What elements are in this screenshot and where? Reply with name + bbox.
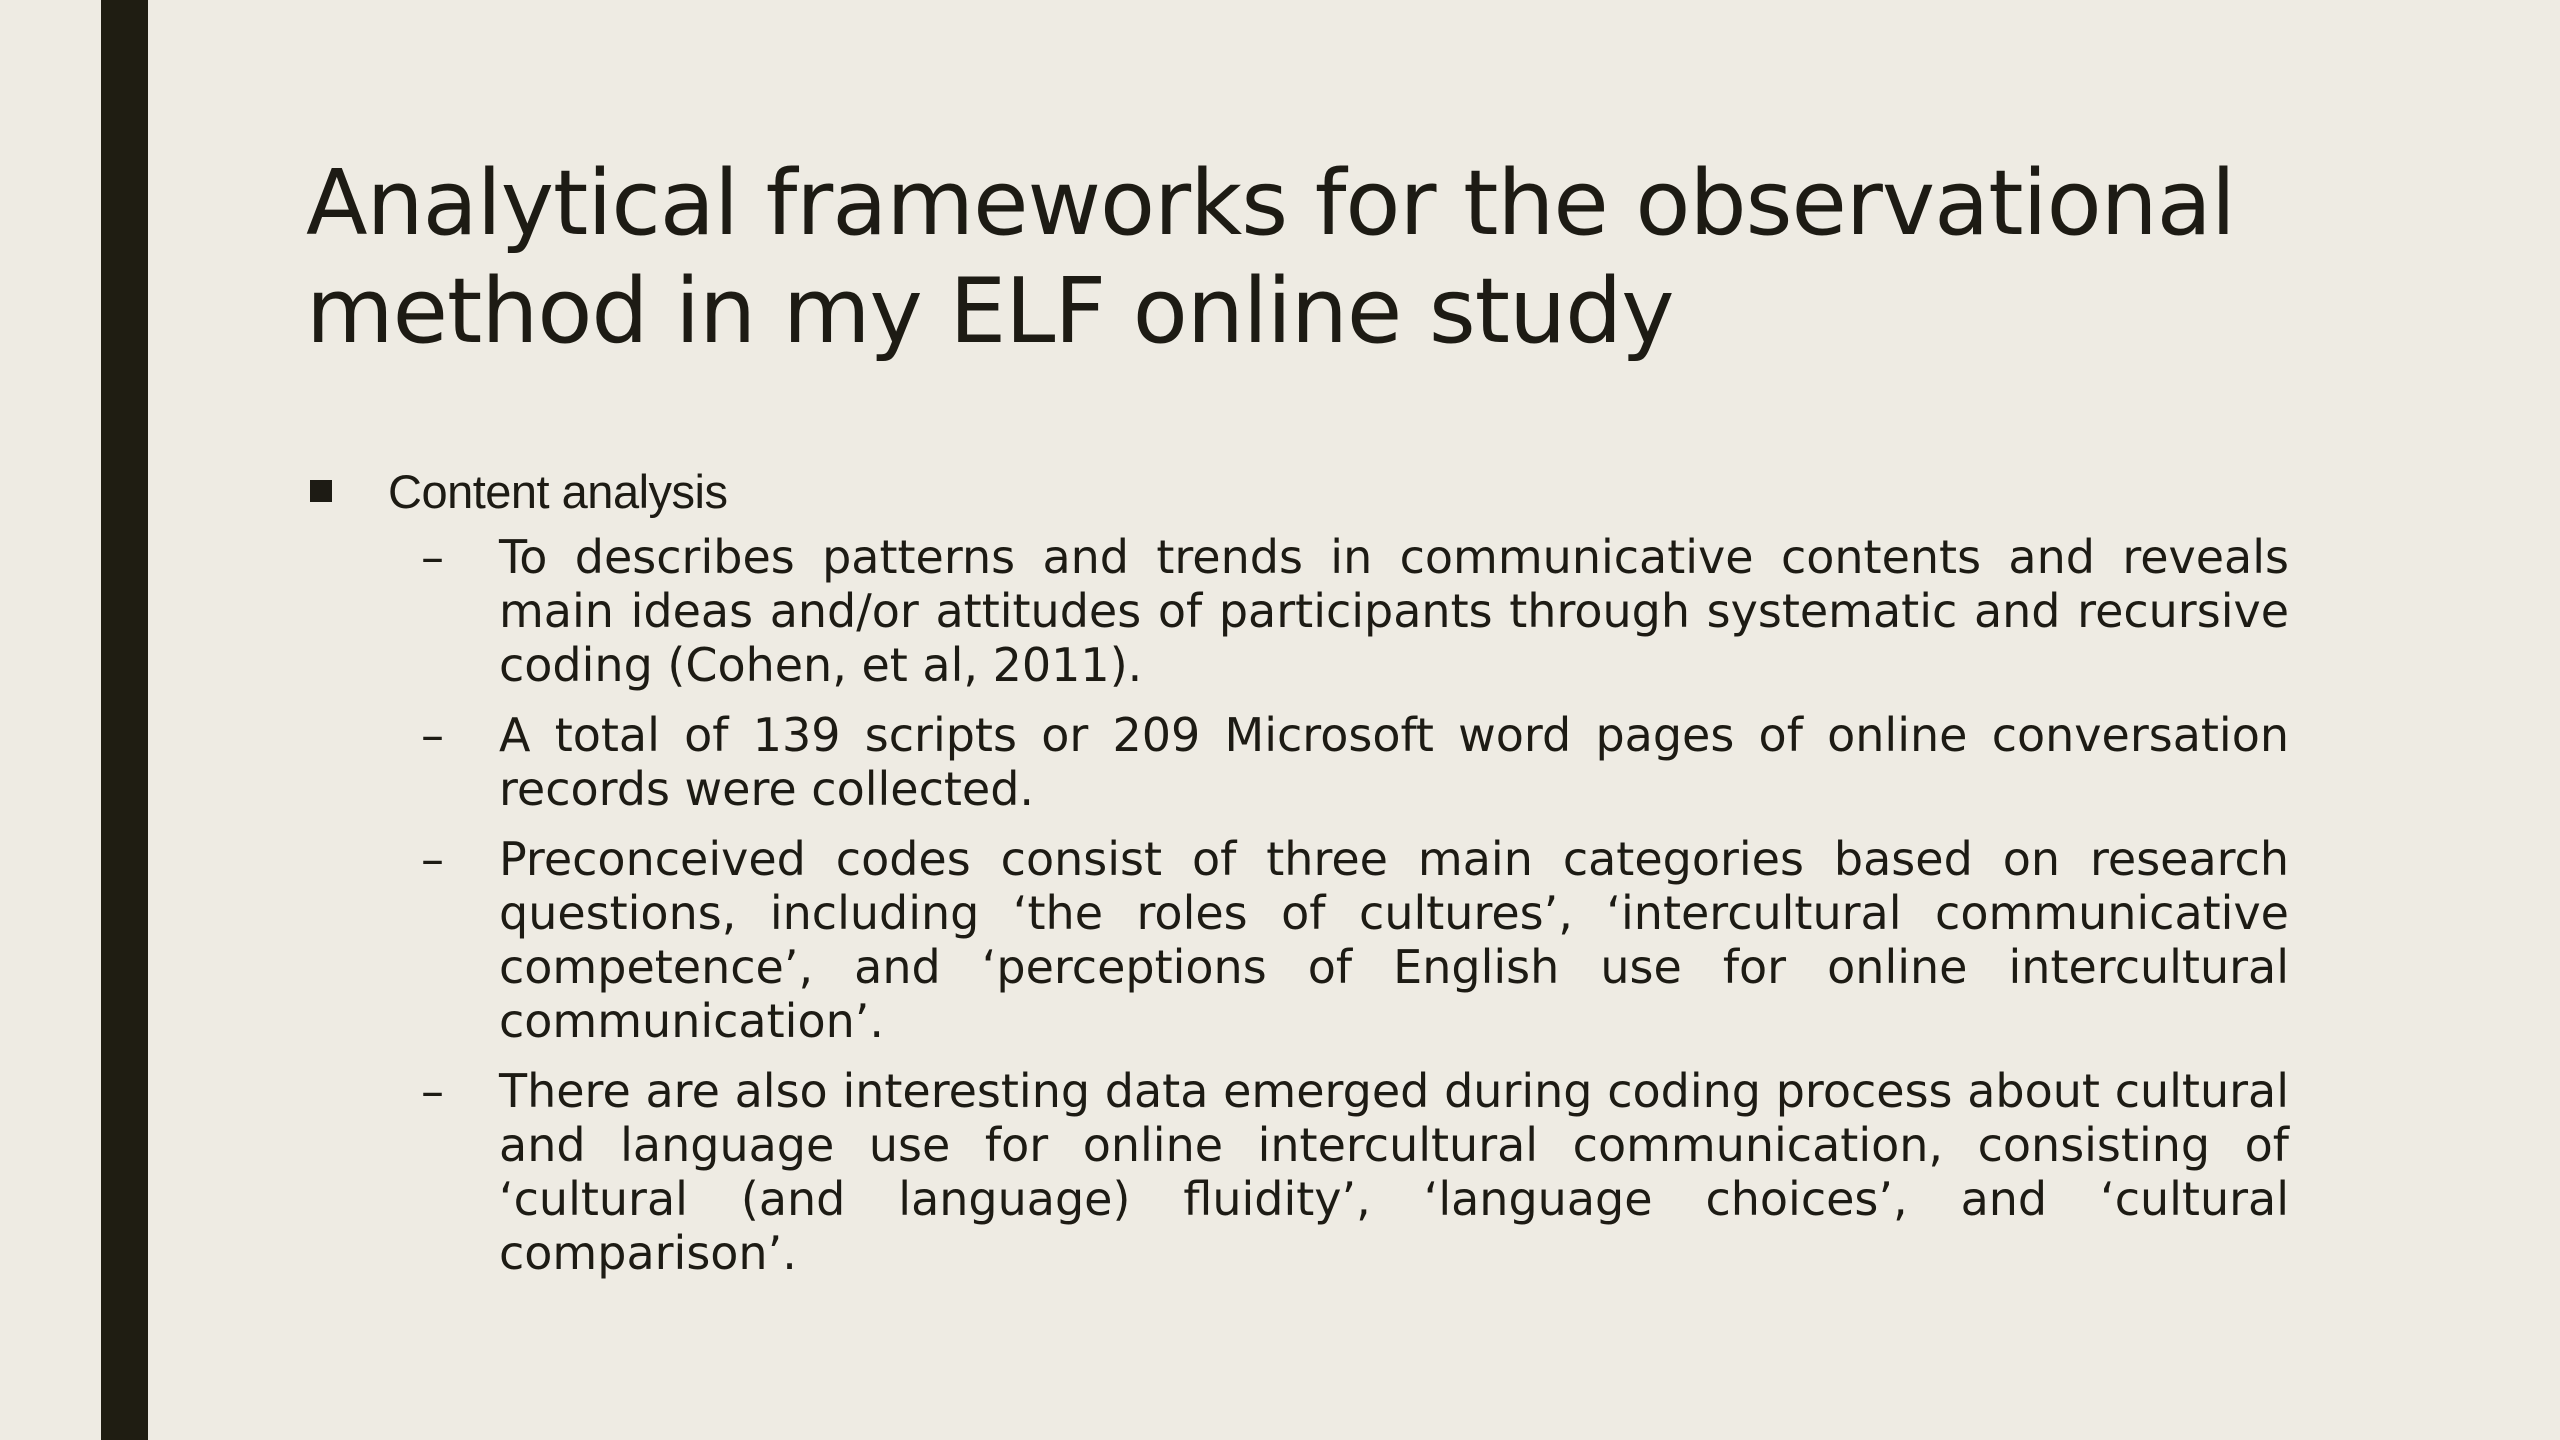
slide-title — [306, 150, 2306, 366]
sub-bullet-item — [306, 1064, 2289, 1280]
sub-bullet-text: To describes patterns and trends in communicative contents and reveals main ideas and/or attitudes of participants through systematic and recursive coding (Cohen, et al, 2011). — [499, 530, 2289, 692]
title-line-2: method in my ELF online study — [306, 259, 1674, 364]
dash-bullet-icon: – — [421, 530, 444, 584]
dash-bullet-icon: – — [421, 1064, 444, 1118]
sub-bullet-item — [306, 832, 2289, 1048]
square-bullet-icon — [310, 480, 332, 502]
dash-bullet-icon: – — [421, 832, 444, 886]
sub-bullet-text: There are also interesting data emerged during coding process about cultural and language use for online intercultural communication, consisting of ‘cultural (and language) fluidity’, ‘language choices’, and ‘cultural comparison’. — [499, 1064, 2289, 1280]
accent-bar — [101, 0, 148, 1440]
sub-bullet-list — [306, 530, 2289, 1280]
dash-bullet-icon: – — [421, 708, 444, 762]
sub-bullet-item — [306, 708, 2289, 816]
slide-body — [306, 456, 2289, 1280]
sub-bullet-text: A total of 139 scripts or 209 Microsoft word pages of online conversation records were collected. — [499, 708, 2289, 816]
title-line-1: Analytical frameworks for the observational — [306, 151, 2235, 256]
bullet-content-analysis — [306, 456, 2286, 526]
sub-bullet-item — [306, 530, 2289, 692]
bullet-label: Content analysis — [388, 464, 728, 518]
sub-bullet-text: Preconceived codes consist of three main categories based on research questions, including ‘the roles of cultures’, ‘intercultural communicative competence’, and ‘perceptions of English use for online intercultural communication’. — [499, 832, 2289, 1048]
